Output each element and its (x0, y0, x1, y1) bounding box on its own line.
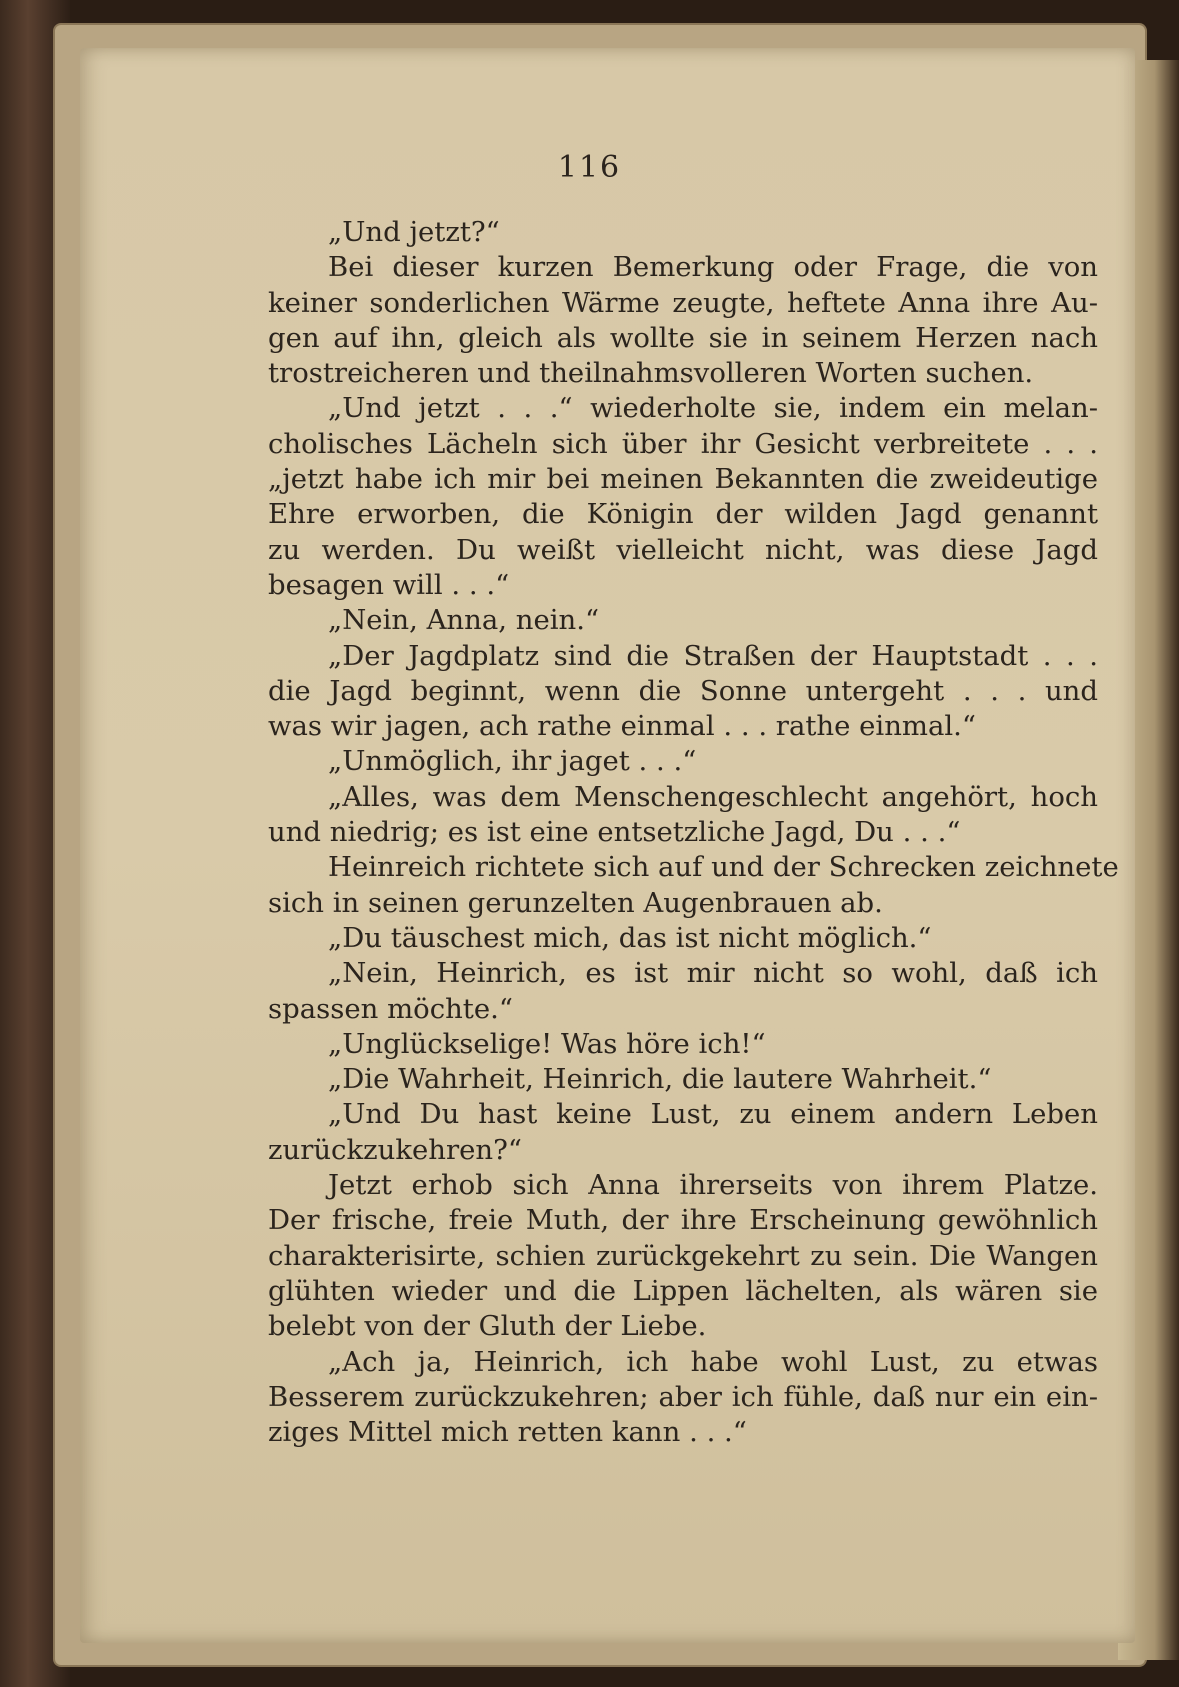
text-line: belebt von der Gluth der Liebe. (268, 1310, 707, 1343)
text-line: „Der Jagdplatz sind die Straßen der Hauptstadt . . . (328, 639, 1098, 672)
text-line: und niedrig; es ist eine entsetzliche Jagd, Du . . .“ (268, 816, 961, 849)
text-line: „Und Du hast keine Lust, zu einem andern Leben (328, 1098, 1098, 1131)
text-line: „Ach ja, Heinrich, ich habe wohl Lust, zu etwas (328, 1345, 1098, 1378)
page-number: 116 (557, 150, 622, 185)
text-line: „Und jetzt . . .“ wiederholte sie, indem ein melan- (328, 392, 1098, 425)
text-line: besagen will . . .“ (268, 568, 510, 601)
text-line: „Alles, was dem Menschengeschlecht angehört, hoch (328, 780, 1098, 813)
text-line: Ehre erworben, die Königin der wilden Jagd genannt (268, 498, 1098, 531)
text-line: trostreicheren und theilnahmsvolleren Worten suchen. (268, 357, 1034, 390)
text-line: „Unglückselige! Was höre ich!“ (328, 1027, 766, 1060)
text-line: keiner sonderlichen Wärme zeugte, heftete Anna ihre Au- (268, 286, 1098, 319)
text-line: glühten wieder und die Lippen lächelten, als wären sie (268, 1274, 1098, 1307)
text-line: Bei dieser kurzen Bemerkung oder Frage, die von (328, 251, 1098, 284)
body-text (268, 215, 1119, 1450)
text-line: charakterisirte, schien zurückgekehrt zu sein. Die Wangen (268, 1239, 1098, 1272)
text-line: „Nein, Anna, nein.“ (328, 604, 600, 637)
text-line: zu werden. Du weißt vielleicht nicht, was diese Jagd (268, 533, 1098, 566)
text-line: „jetzt habe ich mir bei meinen Bekannten die zweideutige (268, 463, 1098, 496)
text-line: „Du täuschest mich, das ist nicht möglich.“ (328, 921, 932, 954)
text-line: was wir jagen, ach rathe einmal . . . rathe einmal.“ (268, 710, 976, 743)
text-line: „Unmöglich, ihr jaget . . .“ (328, 745, 697, 778)
text-line: sich in seinen gerunzelten Augenbrauen ab. (268, 886, 883, 919)
text-line: zurückzukehren?“ (268, 1133, 522, 1166)
text-line: „Und jetzt?“ (328, 216, 500, 248)
text-line: cholisches Lächeln sich über ihr Gesicht verbreitete . . . (268, 427, 1098, 460)
text-line: Der frische, freie Muth, der ihre Erscheinung gewöhnlich (268, 1204, 1098, 1237)
text-line: „Nein, Heinrich, es ist mir nicht so wohl, daß ich (328, 957, 1098, 990)
text-line: Heinreich richtete sich auf und der Schrecken zeichnete (328, 851, 1119, 884)
text-line: „Die Wahrheit, Heinrich, die lautere Wahrheit.“ (328, 1063, 992, 1096)
text-line: ziges Mittel mich retten kann . . .“ (268, 1416, 747, 1449)
text-line: spassen möchte.“ (268, 992, 513, 1025)
text-line: Besserem zurückzukehren; aber ich fühle, daß nur ein ein- (268, 1380, 1098, 1413)
text-line: gen auf ihn, gleich als wollte sie in seinem Herzen nach (268, 321, 1098, 354)
text-line: Jetzt erhob sich Anna ihrerseits von ihrem Platze. (328, 1169, 1098, 1202)
text-line: die Jagd beginnt, wenn die Sonne untergeht . . . und (268, 674, 1098, 707)
